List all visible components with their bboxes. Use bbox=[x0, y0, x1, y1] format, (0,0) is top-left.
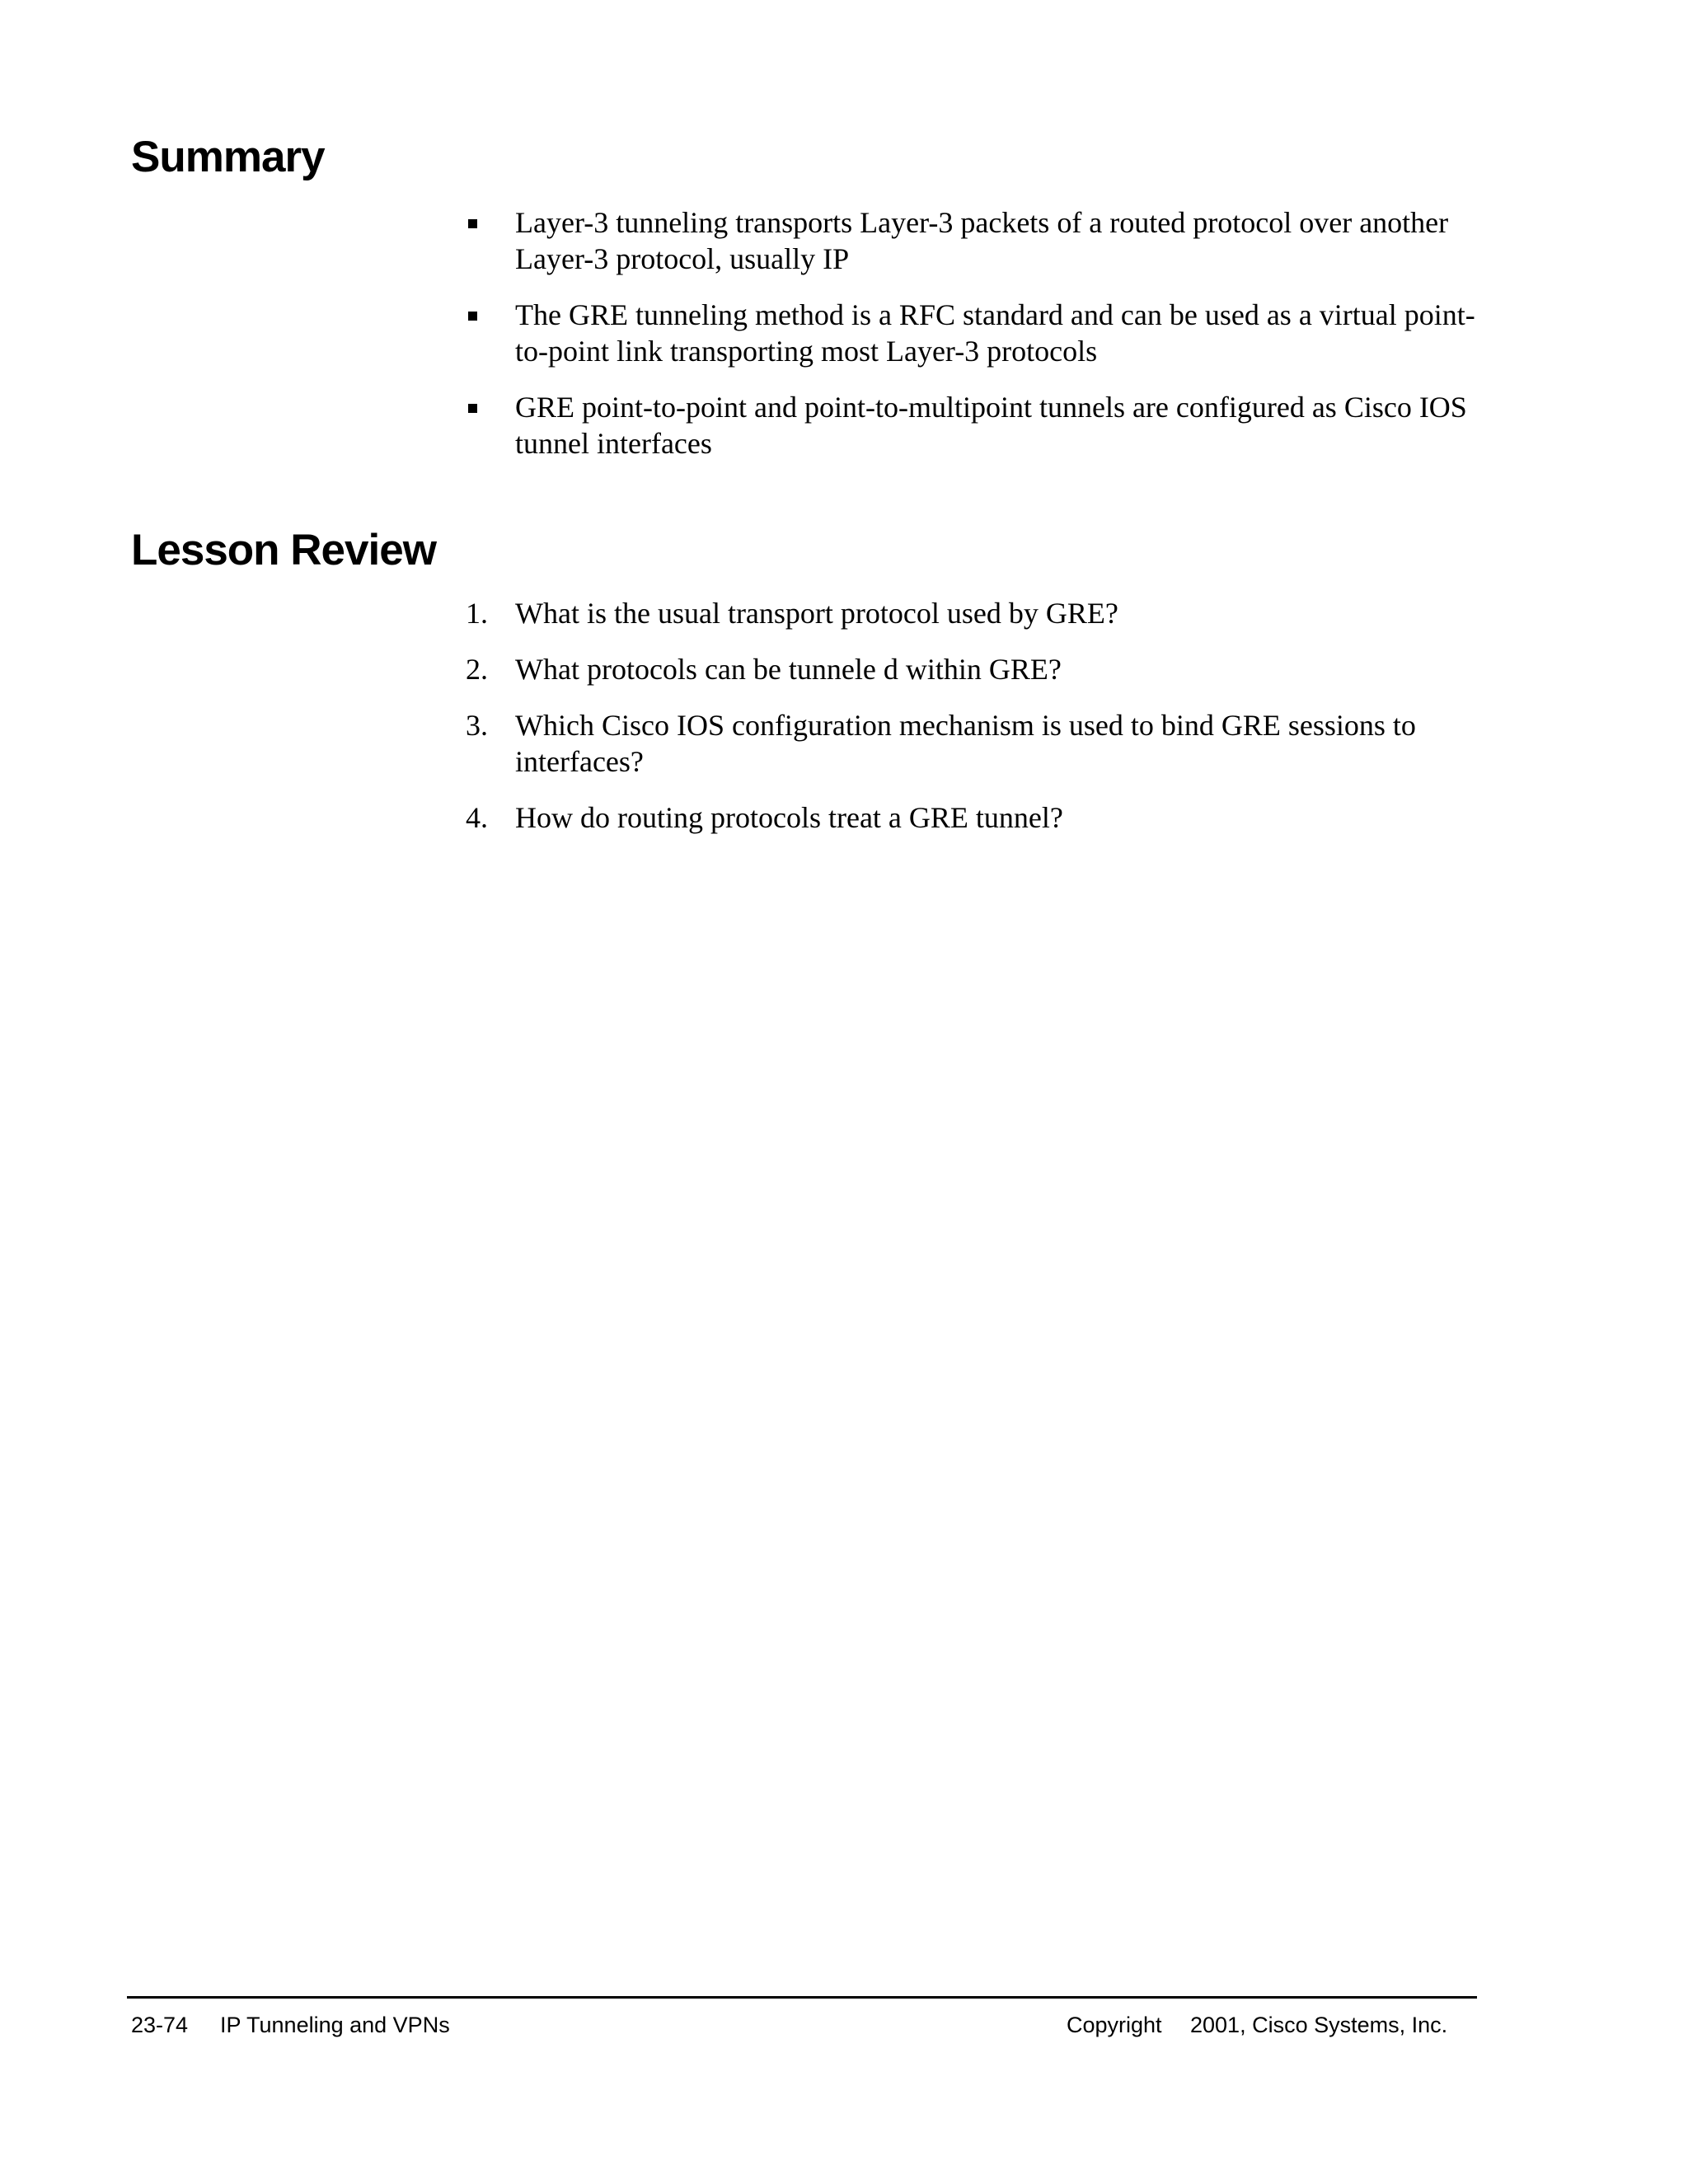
review-question bbox=[466, 707, 1479, 780]
footer-copyright-label: Copyright bbox=[1067, 2013, 1162, 2037]
summary-item-text: Layer-3 tunneling transports Layer-3 packets of a routed protocol over another Layer-3 protocol, usually IP bbox=[515, 206, 1449, 275]
question-number: 4. bbox=[466, 801, 488, 834]
question-text: What protocols can be tunnele d within GRE? bbox=[515, 653, 1062, 686]
review-question bbox=[466, 595, 1479, 631]
question-number: 1. bbox=[466, 597, 488, 630]
review-question bbox=[466, 799, 1479, 836]
summary-item-text: GRE point-to-point and point-to-multipoint tunnels are configured as Cisco IOS tunnel interfaces bbox=[515, 391, 1467, 460]
summary-bullet-item bbox=[466, 204, 1479, 277]
question-number: 2. bbox=[466, 653, 488, 686]
question-text: Which Cisco IOS configuration mechanism is used to bind GRE sessions to interfaces? bbox=[515, 709, 1416, 778]
question-text: What is the usual transport protocol used by GRE? bbox=[515, 597, 1118, 630]
footer-page-number: 23-74 bbox=[131, 2013, 189, 2037]
square-bullet-icon bbox=[468, 312, 477, 321]
summary-bullet-item bbox=[466, 389, 1479, 462]
lesson-review-list bbox=[466, 595, 1479, 855]
question-number: 3. bbox=[466, 709, 488, 742]
footer-divider bbox=[127, 1996, 1477, 1999]
square-bullet-icon bbox=[468, 219, 477, 228]
review-question bbox=[466, 651, 1479, 687]
summary-list bbox=[466, 204, 1479, 481]
summary-bullet-item bbox=[466, 297, 1479, 369]
footer-book-title: IP Tunneling and VPNs bbox=[220, 2013, 450, 2037]
summary-item-text: The GRE tunneling method is a RFC standard and can be used as a virtual point-to-point link transporting most Layer-3 protocols bbox=[515, 298, 1475, 368]
summary-heading: Summary bbox=[131, 133, 325, 181]
footer-copyright-text: 2001, Cisco Systems, Inc. bbox=[1190, 2013, 1448, 2037]
square-bullet-icon bbox=[468, 404, 477, 413]
question-text: How do routing protocols treat a GRE tunnel? bbox=[515, 801, 1063, 834]
lesson-review-heading: Lesson Review bbox=[131, 526, 436, 574]
